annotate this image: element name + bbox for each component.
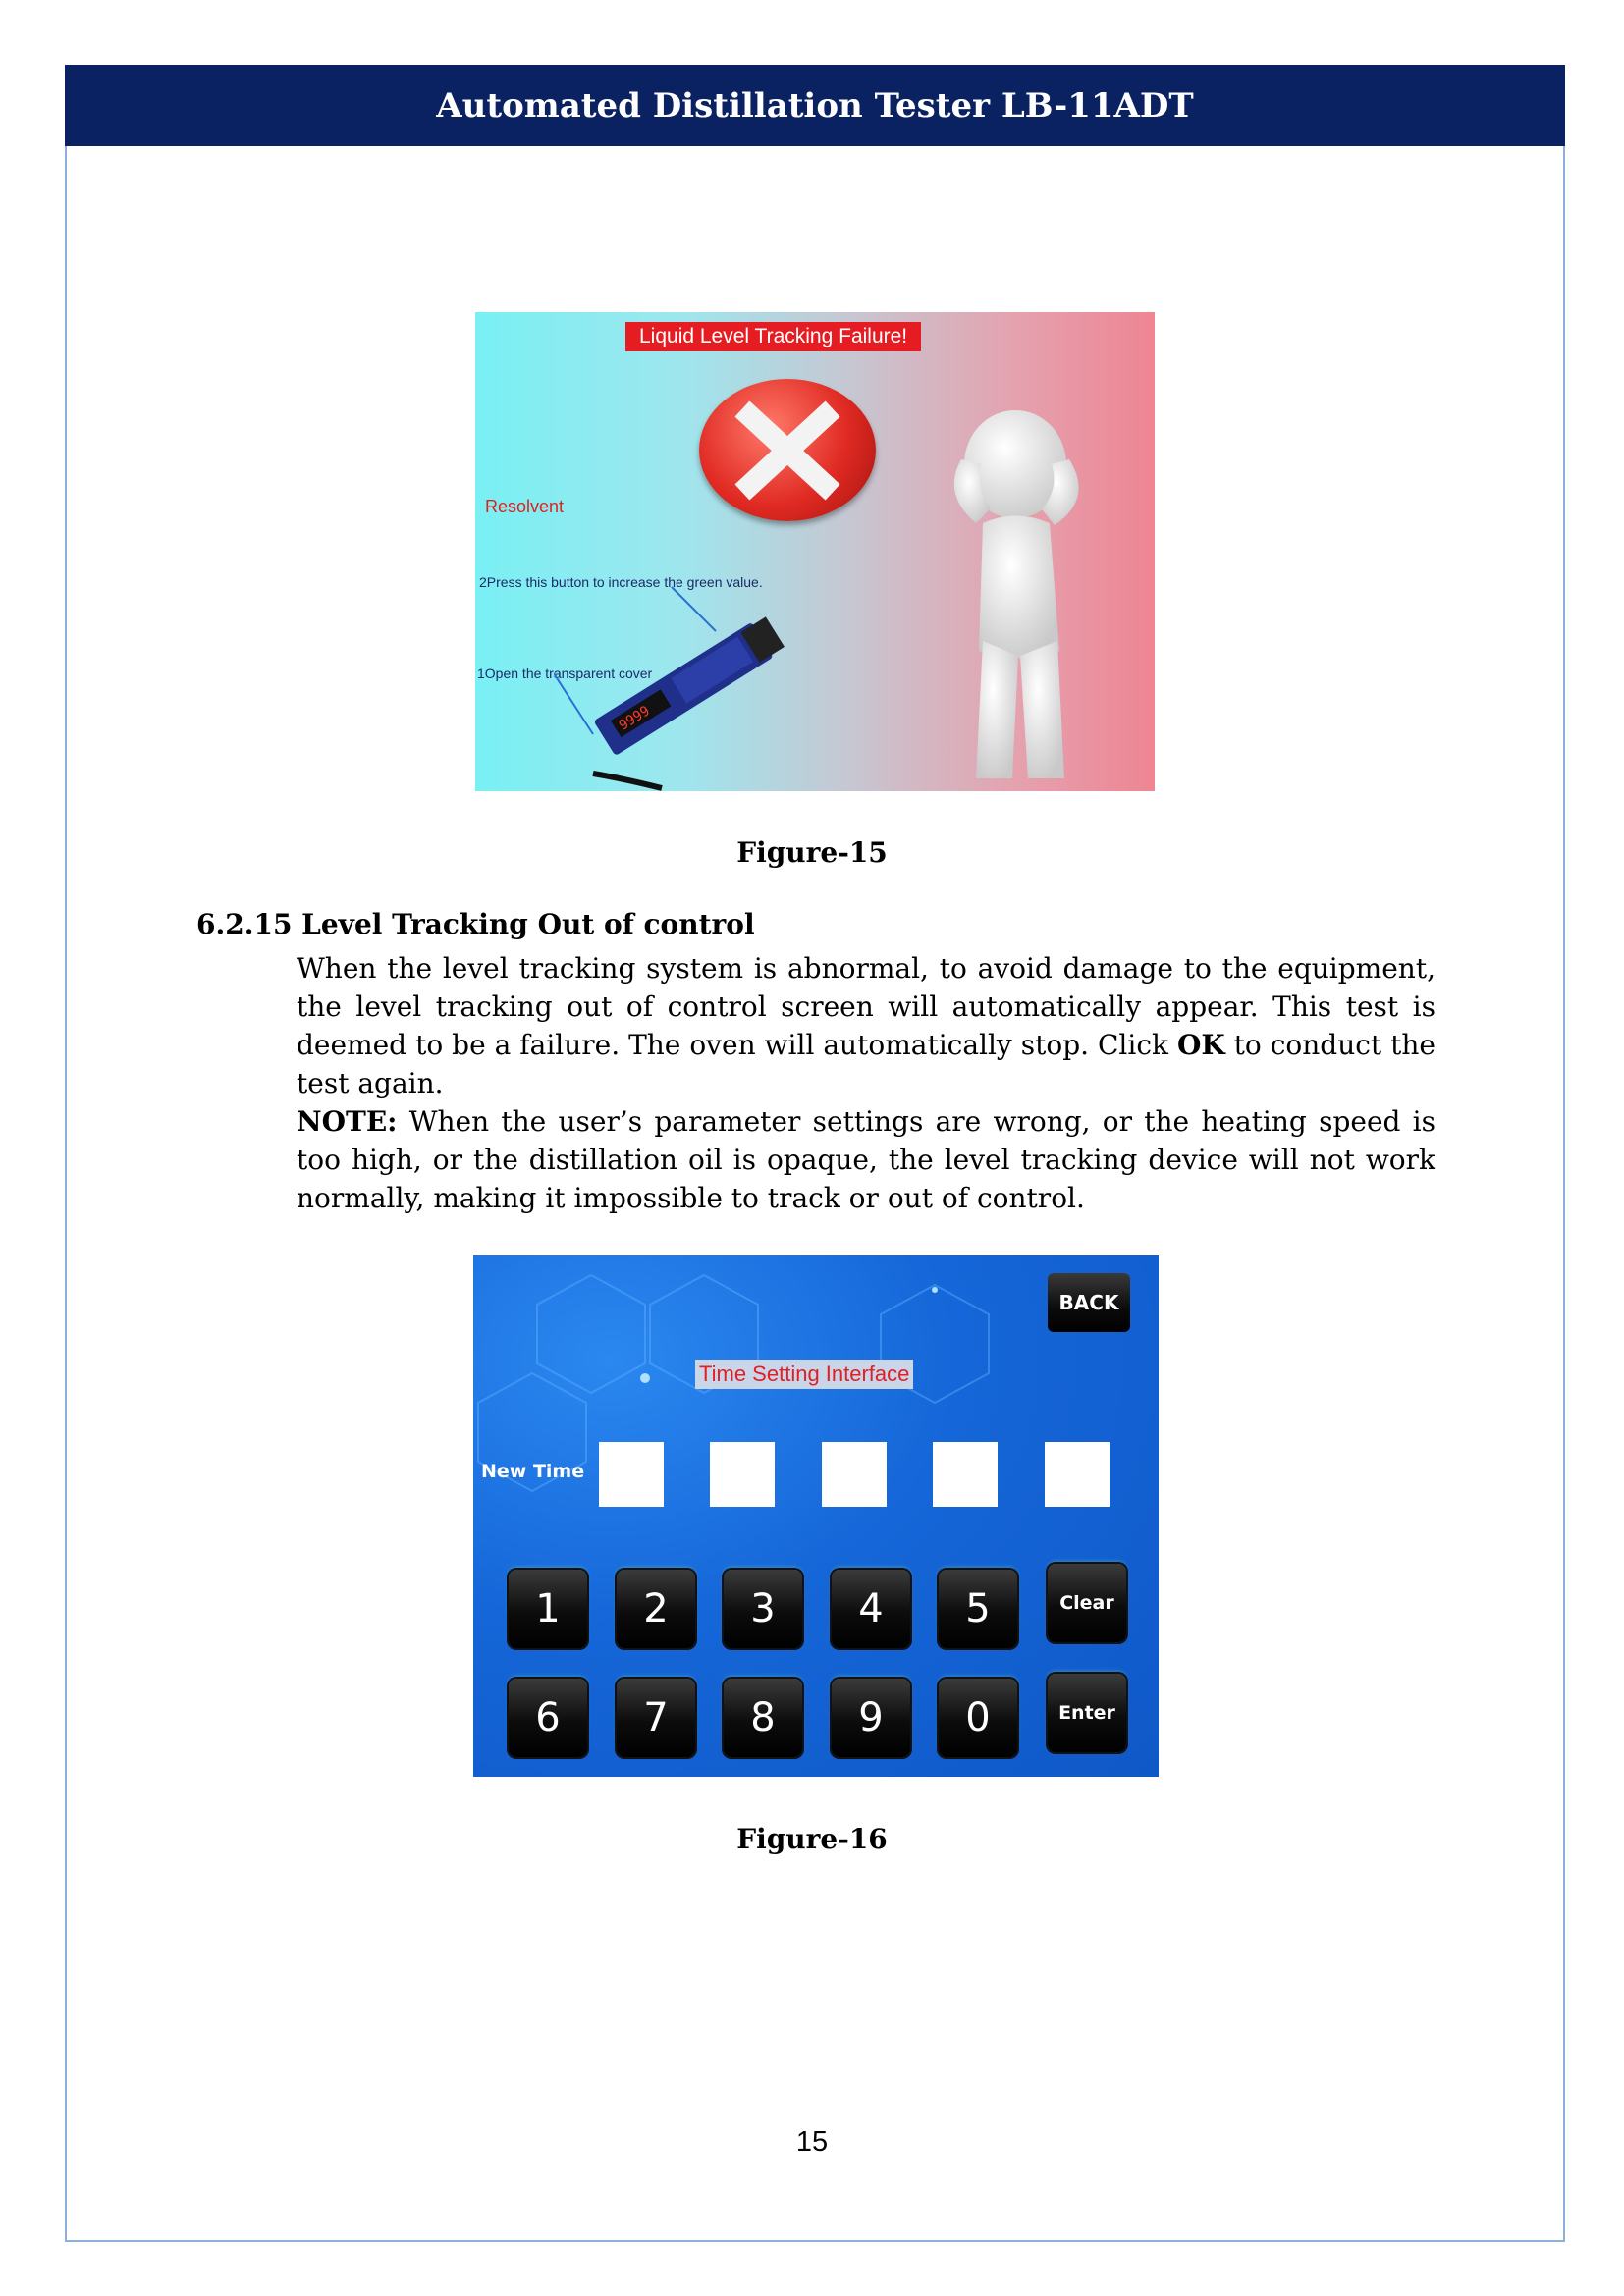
note-text: When the user’s parameter settings are wrong, or the heating speed is too high, or the distillation oil is opaque, the level tracking device will not work normally, making it impossible to track or out of control. — [297, 1105, 1435, 1214]
enter-button[interactable]: Enter — [1048, 1674, 1126, 1752]
time-digit-slot[interactable] — [822, 1442, 887, 1507]
clear-button[interactable]: Clear — [1048, 1564, 1126, 1642]
note-label: NOTE: — [297, 1105, 398, 1138]
sensor-device-icon — [554, 577, 799, 791]
worried-figure-icon — [922, 405, 1118, 788]
key-7[interactable]: 7 — [617, 1679, 695, 1757]
key-8[interactable]: 8 — [724, 1679, 802, 1757]
svg-text:9999: 9999 — [616, 703, 653, 734]
figure-15-image — [475, 312, 1155, 791]
header-title: Automated Distillation Tester LB-11ADT — [436, 85, 1194, 126]
time-digit-slot[interactable] — [710, 1442, 775, 1507]
section-heading: 6.2.15 Level Tracking Out of control — [196, 908, 755, 940]
key-6[interactable]: 6 — [509, 1679, 587, 1757]
section-paragraph — [297, 949, 1435, 1102]
key-4[interactable]: 4 — [832, 1570, 910, 1648]
back-button[interactable]: BACK — [1048, 1273, 1130, 1332]
step-1-instruction: 1Open the transparent cover — [477, 666, 653, 681]
key-1[interactable]: 1 — [509, 1570, 587, 1648]
new-time-label: New Time — [481, 1461, 585, 1482]
time-digit-slot[interactable] — [599, 1442, 664, 1507]
page-number: 15 — [795, 2126, 829, 2158]
key-2[interactable]: 2 — [617, 1570, 695, 1648]
resolvent-label: Resolvent — [485, 497, 565, 516]
para-text-a: When the level tracking system is abnormal, to avoid damage to the equipment, the level tracking out of control screen will automatically appear. This test is deemed to be a failure. The oven will automatically stop. Click — [297, 952, 1435, 1061]
error-x-icon — [699, 379, 876, 521]
key-9[interactable]: 9 — [832, 1679, 910, 1757]
time-digit-slot[interactable] — [1045, 1442, 1110, 1507]
time-setting-title: Time Setting Interface — [695, 1360, 913, 1389]
figure-16-image — [473, 1255, 1159, 1777]
para-text-b: to conduct the test again. — [297, 1029, 1435, 1099]
failure-banner: Liquid Level Tracking Failure! — [625, 322, 921, 351]
ok-emphasis: OK — [1176, 1029, 1225, 1061]
page-header — [65, 65, 1565, 146]
key-0[interactable]: 0 — [939, 1679, 1017, 1757]
note-paragraph — [297, 1102, 1435, 1217]
key-5[interactable]: 5 — [939, 1570, 1017, 1648]
time-digit-slot[interactable] — [933, 1442, 998, 1507]
figure-16-caption: Figure-16 — [736, 1823, 888, 1855]
key-3[interactable]: 3 — [724, 1570, 802, 1648]
step-2-instruction: 2Press this button to increase the green value. — [479, 574, 763, 590]
figure-15-caption: Figure-15 — [736, 836, 888, 869]
